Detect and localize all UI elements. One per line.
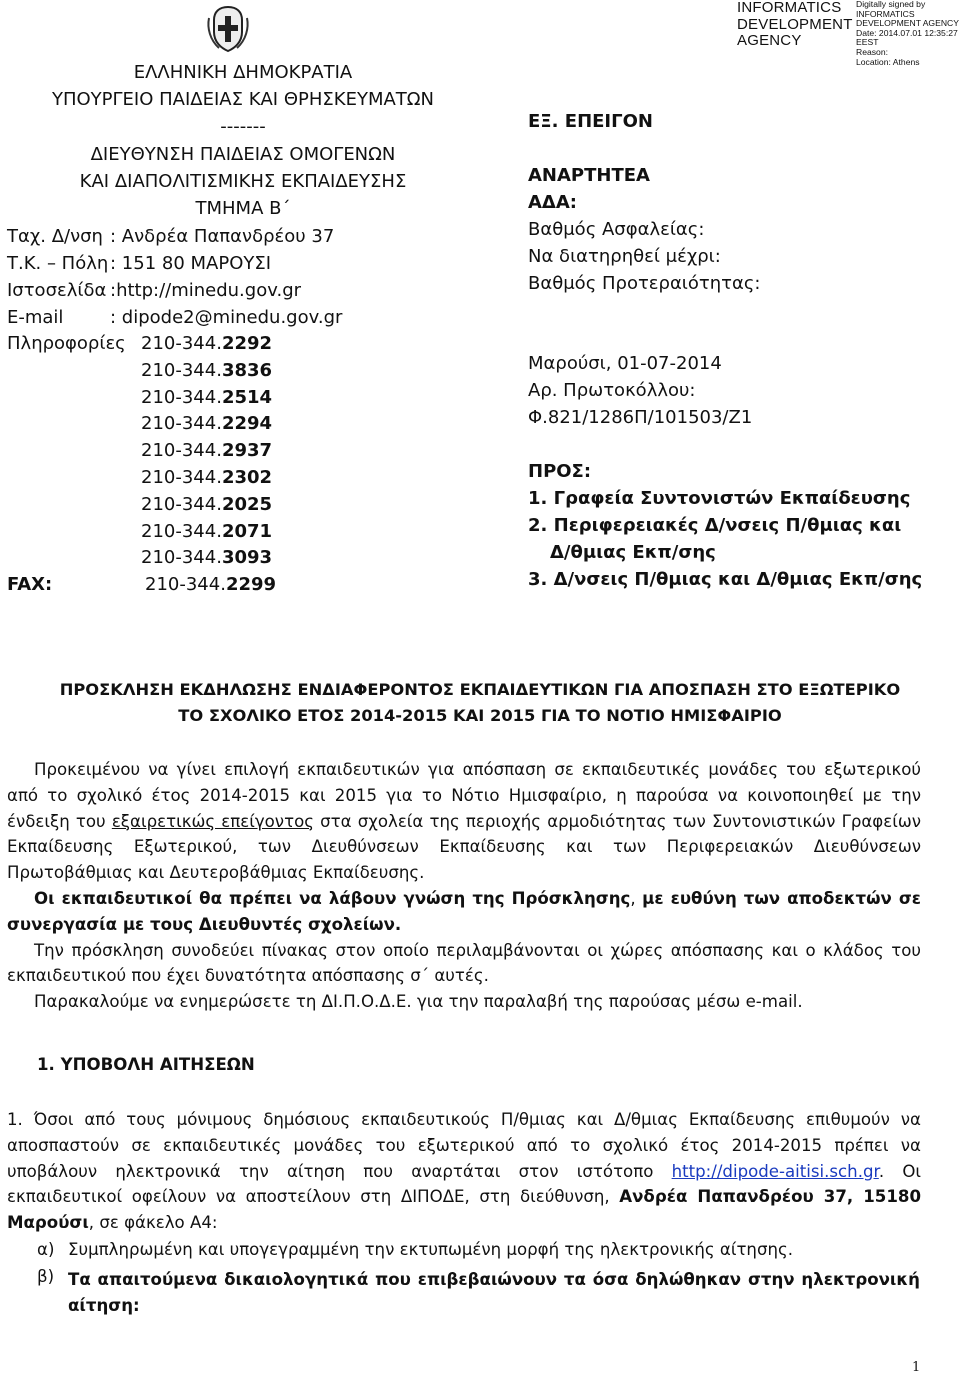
header-line: ------- bbox=[220, 116, 266, 137]
fax-number: 210-344.2299 bbox=[145, 574, 277, 595]
address-value: : Ανδρέα Παπανδρέου 37 bbox=[110, 226, 335, 247]
header-line: ΥΠΟΥΡΓΕΙΟ ΠΑΙΔΕΙΑΣ ΚΑΙ ΘΡΗΣΚΕΥΜΑΤΩΝ bbox=[51, 89, 435, 110]
paragraph: Οι εκπαιδευτικοί θα πρέπει να λάβουν γνώση της Πρόσκλησης, με ευθύνη των αποδεκτών σε συνεργασία με τους Διευθυντές σχολείων. bbox=[7, 888, 921, 934]
urgency-label: ΕΞ. ΕΠΕΙΓΟΝ bbox=[528, 111, 653, 132]
title-line: ΤΟ ΣΧΟΛΙΚΟ ΕΤΟΣ 2014-2015 ΚΑΙ 2015 ΓΙΑ ΤΟ ΝΟΤΙΟ ΗΜΙΣΦΑΙΡΙΟ bbox=[178, 706, 782, 725]
address-label: Ταχ. Δ/νση bbox=[7, 226, 103, 247]
list-item: Τα απαιτούμενα δικαιολογητικά που επιβεβαιώνουν τα όσα δηλώθηκαν στην ηλεκτρονική αίτηση: bbox=[68, 1270, 920, 1315]
header-line: ΔΙΕΥΘΥΝΣΗ ΠΑΙΔΕΙΑΣ ΟΜΟΓΕΝΩΝ bbox=[90, 144, 396, 165]
dipode-aitisi-link[interactable]: http://dipode-aitisi.sch.gr bbox=[671, 1161, 879, 1181]
phone-number: 210-344.3836 bbox=[141, 360, 273, 381]
recipient-item: Δ/θμιας Εκπ/σης bbox=[550, 542, 716, 563]
signature-org: INFORMATICS DEVELOPMENT AGENCY bbox=[737, 0, 853, 49]
protocol-number: Φ.821/1286Π/101503/Ζ1 bbox=[528, 407, 753, 428]
header-line: ΕΛΛΗΝΙΚΗ ΔΗΜΟΚΡΑΤΙΑ bbox=[133, 62, 353, 83]
body-intro bbox=[7, 757, 921, 1015]
header-line: ΚΑΙ ΔΙΑΠΟΛΙΤΙΣΜΙΚΗΣ ΕΚΠΑΙΔΕΥΣΗΣ bbox=[79, 171, 407, 192]
recipient-item: 1. Γραφεία Συντονιστών Εκπαίδευσης bbox=[528, 488, 911, 509]
greek-emblem-icon bbox=[205, 4, 251, 54]
phone-number: 210-344.2294 bbox=[141, 413, 273, 434]
phone-number: 210-344.2937 bbox=[141, 440, 273, 461]
signature-details: Digitally signed by INFORMATICS DEVELOPMENT AGENCY Date: 2014.07.01 12:35:27 EEST Reason: Location: Athens bbox=[856, 0, 959, 67]
phone-number: 210-344.2071 bbox=[141, 521, 273, 542]
document-date: Μαρούσι, 01-07-2014 bbox=[528, 353, 722, 374]
city-value: : 151 80 ΜΑΡΟΥΣΙ bbox=[110, 253, 272, 274]
recipient-item: 3. Δ/νσεις Π/θμιας και Δ/θμιας Εκπ/σης bbox=[528, 569, 923, 590]
info-label: Πληροφορίες bbox=[7, 333, 126, 354]
phone-number: 210-344.2025 bbox=[141, 494, 273, 515]
to-label: ΠΡΟΣ: bbox=[528, 461, 592, 482]
email-value: : dipode2@minedu.gov.gr bbox=[110, 307, 343, 328]
retain-label: Να διατηρηθεί μέχρι: bbox=[528, 246, 721, 267]
phone-number: 210-344.2302 bbox=[141, 467, 273, 488]
phone-number: 210-344.3093 bbox=[141, 547, 273, 568]
ada-label: ΑΔΑ: bbox=[528, 192, 577, 213]
paragraph: Προκειμένου να γίνει επιλογή εκπαιδευτικών για απόσπαση σε εκπαιδευτικές μονάδες του εξωτερικού από το σχολικό έτος 2014-2015 και 2015 για το Νότιο Ημισφαίριο, η παρούσα να κοινοποιηθεί με την ένδειξη του εξαιρετικώς επείγοντος στα σχολεία της περιοχής αρμοδιότητας των Συντονιστικών Γραφείων Εκπαίδευσης Εξωτερικού, των Διευθύνσεων Εκπαίδευσης και των Περιφερειακών Διευθύνσεων Πρωτοβάθμιας και Δευτεροβάθμιας Εκπαίδευσης. bbox=[7, 760, 921, 883]
city-label: Τ.Κ. – Πόλη bbox=[7, 253, 109, 274]
phone-number: 210-344.2514 bbox=[141, 387, 273, 408]
security-label: Βαθμός Ασφαλείας: bbox=[528, 219, 705, 240]
list-item: Συμπληρωμένη και υπογεγραμμένη την εκτυπωμένη μορφή της ηλεκτρονικής αίτησης. bbox=[68, 1240, 793, 1259]
list-marker: α) bbox=[37, 1240, 55, 1259]
page-number: 1 bbox=[912, 1360, 921, 1375]
fax-label: FAX: bbox=[7, 574, 53, 595]
website-value: :http://minedu.gov.gr bbox=[110, 280, 302, 301]
paragraph: 1. Όσοι από τους μόνιμους δημόσιους εκπαιδευτικούς Π/θμιας και Δ/θμιας Εκπαίδευσης επιθυμούν να αποσπαστούν σε εκπαιδευτικές μονάδες του εξωτερικού από το σχολικό έτος 2014-2015 πρέπει να υποβάλουν ηλεκτρονικά την αίτηση που αναρτάται στον ιστότοπο http://dipode-aitisi.sch.gr. Οι εκπαιδευτικοί οφείλουν να αποστείλουν στη ΔΙΠΟΔΕ, στη διεύθυνση, Ανδρέα Παπανδρέου 37, 15180 Μαρούσι, σε φάκελο Α4: bbox=[7, 1110, 921, 1233]
protocol-label: Αρ. Πρωτοκόλλου: bbox=[528, 380, 696, 401]
phone-number: 210-344.2292 bbox=[141, 333, 273, 354]
section-heading: 1. ΥΠΟΒΟΛΗ ΑΙΤΗΣΕΩΝ bbox=[37, 1055, 255, 1074]
recipient-item: 2. Περιφερειακές Δ/νσεις Π/θμιας και bbox=[528, 515, 902, 536]
post-label: ΑΝΑΡΤΗΤΕΑ bbox=[528, 165, 650, 186]
website-label: Ιστοσελίδα bbox=[7, 280, 107, 301]
title-line: ΠΡΟΣΚΛΗΣΗ ΕΚΔΗΛΩΣΗΣ ΕΝΔΙΑΦΕΡΟΝΤΟΣ ΕΚΠΑΙΔΕΥΤΙΚΩΝ ΓΙΑ ΑΠΟΣΠΑΣΗ ΣΤΟ ΕΞΩΤΕΡΙΚΟ bbox=[59, 680, 901, 699]
header-line: ΤΜΗΜΑ Β΄ bbox=[195, 198, 291, 219]
section-1-body bbox=[7, 1107, 921, 1236]
document-title bbox=[0, 677, 960, 729]
paragraph: Παρακαλούμε να ενημερώσετε τη ΔΙ.Π.Ο.Δ.Ε. για την παραλαβή της παρούσας μέσω e-mail. bbox=[34, 992, 803, 1012]
email-label: E-mail bbox=[7, 307, 64, 328]
priority-label: Βαθμός Προτεραιότητας: bbox=[528, 273, 761, 294]
paragraph: Την πρόσκληση συνοδεύει πίνακας στον οποίο περιλαμβάνονται οι χώρες απόσπασης και ο κλάδος του εκπαιδευτικού που έχει δυνατότητα απόσπασης σ΄ αυτές. bbox=[7, 940, 921, 986]
list-marker: β) bbox=[37, 1267, 55, 1286]
